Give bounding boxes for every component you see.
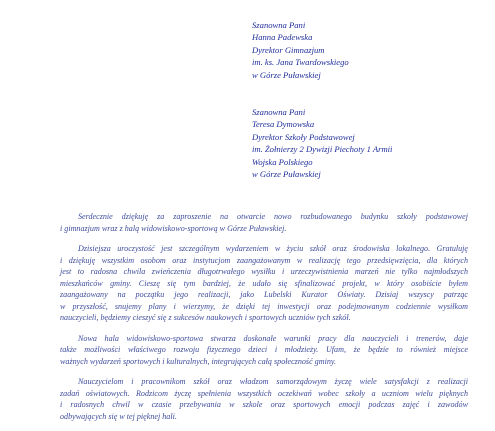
recipient-position: Dyrektor Gimnazjum bbox=[252, 44, 325, 55]
body-line: ważnych wydarzeń sportowych i kulturalnych, integrujących całą społeczność gminy. bbox=[60, 356, 337, 366]
body-line: i radosnych chwil w czasie przebywania w szkole oraz sportowych emocji podczas zajęć i zawodów bbox=[60, 400, 468, 409]
recipient-name: Teresa Dymowska bbox=[252, 119, 315, 130]
recipient-location: w Górze Puławskiej bbox=[252, 168, 321, 179]
recipient-institution: im. Żołnierzy 2 Dywizji Piechoty 1 Armii bbox=[252, 144, 393, 155]
body-line: nauczycieli, będziemy cieszyć się z sukcesów naukowych i sportowych uczniów tych szkół. bbox=[60, 313, 351, 322]
body-line: w przyszłość, snujemy plany i wierzymy, że dzięki tej inwestycji oraz podejmowanym codziennie wysiłkom bbox=[60, 301, 468, 311]
recipient-name: Hanna Padewska bbox=[252, 32, 313, 43]
body-line: Serdecznie dziękuję za zaproszenie na otwarcie nowo rozbudowanego budynku szkoły podstawowej bbox=[78, 212, 468, 221]
recipient-address-gimnazjum bbox=[252, 19, 349, 81]
body-line: jest to radosna chwila zwieńczenia długotrwałego wysiłku i urzeczywistnienia marzeń nie tylko najmłodszych bbox=[60, 267, 468, 276]
paragraph-wishes bbox=[60, 376, 468, 422]
recipient-institution: im. ks. Jana Twardowskiego bbox=[252, 57, 349, 68]
recipient-position: Dyrektor Szkoły Podstawowej bbox=[252, 131, 355, 142]
recipient-location: w Górze Puławskiej bbox=[252, 69, 321, 80]
body-line: zaangażowany na początku jego realizacji, jako Lubelski Kurator Oświaty. Dzisiaj wszyscy patrząc bbox=[60, 290, 468, 299]
body-line: i dziękuję wszystkim osobom oraz instytucjom zaangażowanym w realizację tego przedsięwzięcia, dla których bbox=[60, 255, 468, 265]
recipient-address-szkola-podstawowa bbox=[252, 106, 392, 180]
body-line: i gimnazjum wraz z halą widowiskowo-sportową w Górze Puławskiej. bbox=[60, 223, 287, 233]
body-line: Nowa hala widowiskowo-sportowa stwarza doskonałe warunki pracy dla nauczycieli i trenerów, daje bbox=[78, 333, 468, 343]
letter-body bbox=[60, 211, 468, 431]
body-line: Nauczycielom i pracownikom szkół oraz władzom samorządowym życzę wiele satysfakcji z realizacji bbox=[78, 377, 468, 386]
body-line: zadań oświatowych. Rodzicom życzę spełnienia wszystkich oczekiwań wobec szkoły a uczniom wielu pięknych bbox=[60, 388, 468, 398]
recipient-salutation: Szanowna Pani bbox=[252, 20, 306, 30]
cropped-header-line bbox=[262, 0, 322, 4]
recipient-institution-continued: Wojska Polskiego bbox=[252, 156, 313, 167]
body-line: Dzisiejsza uroczystość jest szczególnym wydarzeniem w życiu szkół oraz środowiska lokalnego. Gratuluję bbox=[78, 244, 468, 253]
body-line: także możliwości właściwego rozwoju fizycznego dzieci i młodzieży. Ufam, że będzie to również miejsce bbox=[60, 345, 468, 354]
body-line: mieszkańców gminy. Cieszę się tym bardziej, że udało się sfinalizować projekt, w który osobiście byłem bbox=[60, 278, 468, 288]
paragraph-sports-hall bbox=[60, 333, 468, 368]
paragraph-celebration bbox=[60, 243, 468, 324]
body-line: odbywających się w tej pięknej hali. bbox=[60, 411, 177, 421]
recipient-salutation: Szanowna Pani bbox=[252, 107, 306, 117]
paragraph-thanks bbox=[60, 211, 468, 234]
